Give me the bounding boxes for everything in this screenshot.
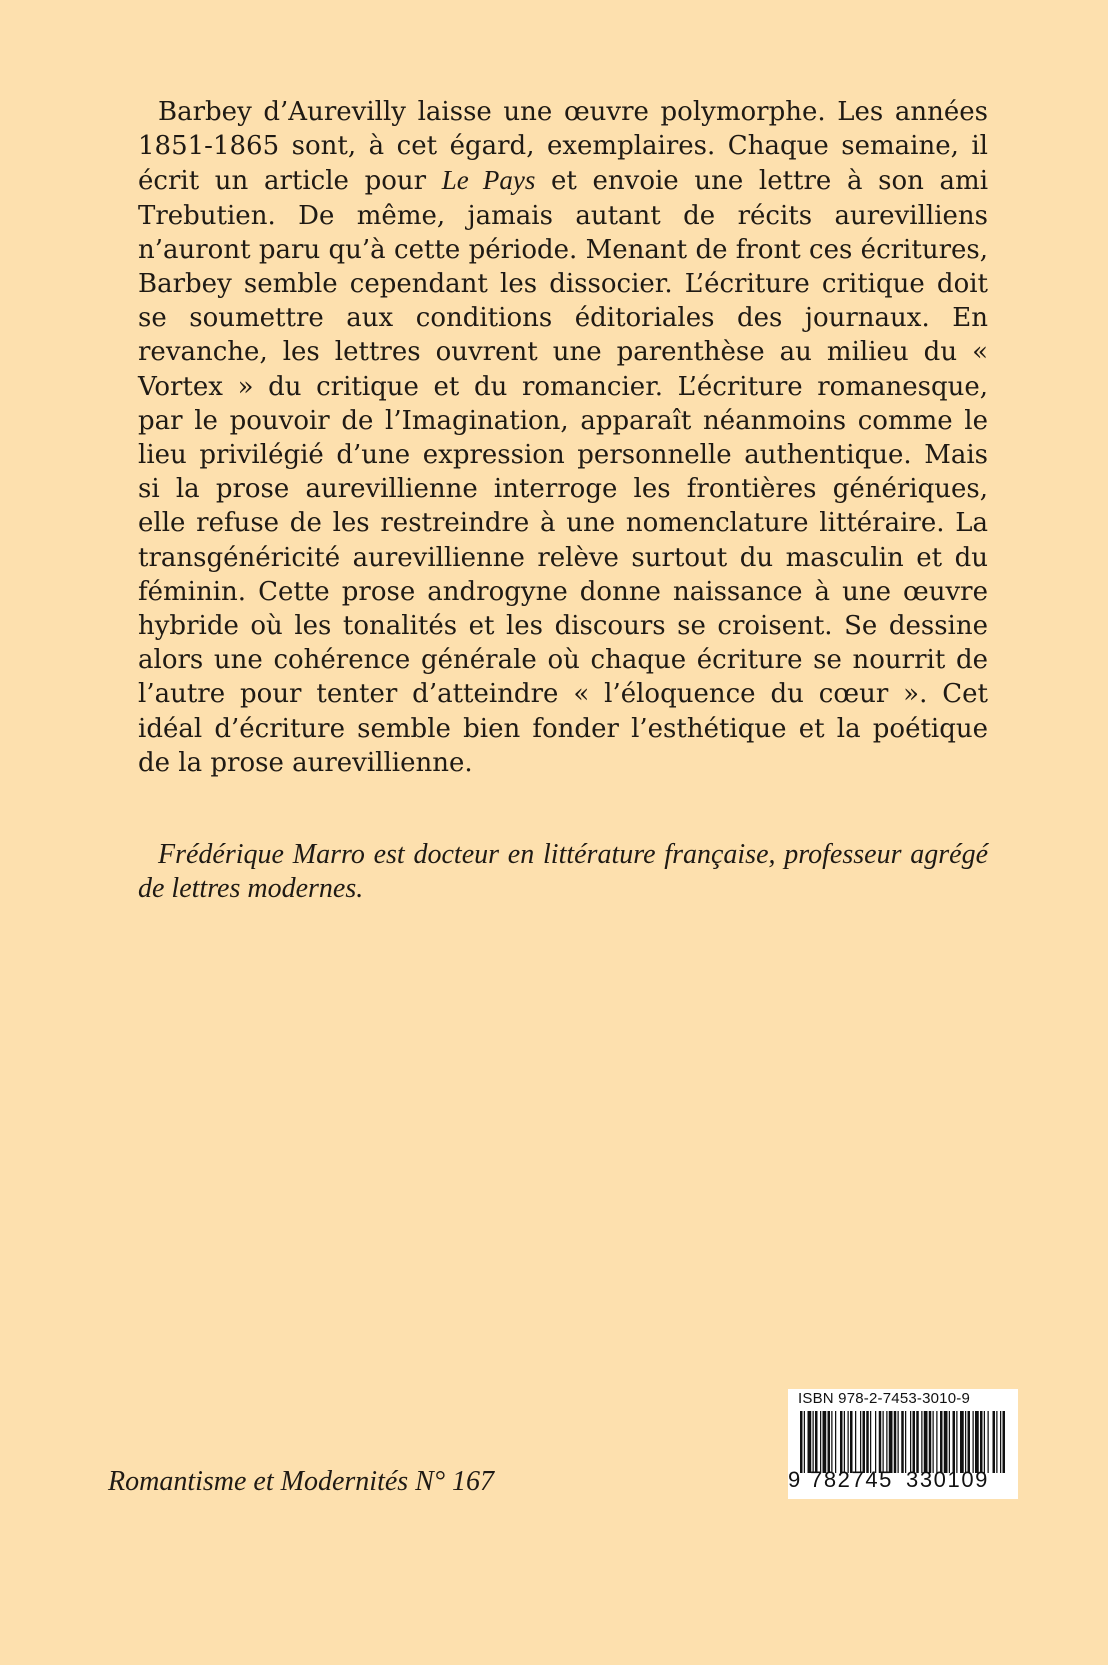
series-title: Romantisme et Modernités N° 167 — [108, 1466, 495, 1497]
abstract-text-part2: et envoie une lettre à son ami Trebutien. De même, jamais autant de récits aurevilliens n’auront paru qu’à cette période. Menant de front ces écritures, Barbey semble cependant les dissocier. L’écriture critique doit se soumettre aux conditions éditoriales des journaux. En revanche, les lettres ouvrent une parenthèse au milieu du « Vortex » du critique et du romancier. L’écriture romanesque, par le pouvoir de l’Imagination, apparaît néanmoins comme le lieu privilégié d’une expression personnelle authentique. Mais si la prose aurevillienne interroge les frontières génériques, elle refuse de les restreindre à une nomenclature littéraire. La transgénéricité aurevillienne relève surtout du masculin et du féminin. Cette prose androgyne donne naissance à une œuvre hybride où les tonalités et les discours se croisent. Se dessine alors une cohérence générale où chaque écriture se nourrit de l’autre pour tenter d’atteindre « l’éloquence du cœur ». Cet idéal d’écriture semble bien fonder l’esthétique et la poétique de la prose aurevillienne. — [138, 166, 989, 778]
ean-right-digits: 330109 — [906, 1467, 990, 1492]
barcode-bar — [936, 1411, 937, 1473]
barcode-bar — [975, 1411, 979, 1473]
barcode-bar — [933, 1411, 934, 1473]
isbn-label: ISBN 978-2-7453-3010-9 — [798, 1390, 971, 1407]
barcode-bar — [870, 1411, 871, 1473]
barcode-bar — [875, 1411, 876, 1473]
barcode-bar — [949, 1411, 950, 1473]
barcode-bar — [910, 1411, 911, 1473]
barcode-bar — [973, 1411, 974, 1473]
barcode-bar — [980, 1411, 983, 1473]
barcode-bar — [924, 1411, 928, 1473]
barcode-bar — [823, 1411, 827, 1473]
barcode-bar — [953, 1411, 956, 1473]
barcode-bar — [808, 1411, 812, 1473]
barcode-bar — [883, 1411, 884, 1473]
barcode-bar — [815, 1411, 818, 1473]
barcode-bar — [968, 1411, 971, 1473]
barcode-bar — [913, 1411, 916, 1473]
barcode-bar — [835, 1411, 836, 1473]
barcode-bar — [855, 1411, 856, 1473]
barcode-bar — [996, 1411, 997, 1473]
barcode-bar — [1003, 1411, 1006, 1473]
back-cover-abstract — [138, 95, 988, 780]
barcode-bar — [820, 1411, 821, 1473]
barcode-bar — [960, 1411, 964, 1473]
ean-first-digit: 9 — [788, 1467, 801, 1492]
barcode-bar — [894, 1411, 897, 1473]
barcode-bar — [993, 1411, 996, 1473]
ean-left-digits: 782745 — [810, 1467, 894, 1492]
barcode-bar — [929, 1411, 932, 1473]
barcode-bar — [800, 1411, 803, 1473]
barcode-bar — [898, 1411, 899, 1473]
barcode-bar — [886, 1411, 887, 1473]
barcode-bar — [866, 1411, 869, 1473]
barcode-bar — [848, 1411, 849, 1473]
barcode-bar — [988, 1411, 989, 1473]
journal-title: Le Pays — [441, 165, 536, 196]
barcode-bar — [984, 1411, 985, 1473]
author-note: Frédérique Marro est docteur en littérature française, professeur agrégé de lettres modernes. — [138, 839, 988, 904]
barcode-bar — [813, 1411, 814, 1473]
barcode-bar — [860, 1411, 861, 1473]
barcode-bar — [879, 1411, 882, 1473]
isbn-barcode — [788, 1389, 1018, 1499]
barcode-bar — [863, 1411, 866, 1473]
barcode-bar — [921, 1411, 922, 1473]
barcode-bar — [840, 1411, 843, 1473]
barcode-bar — [916, 1411, 919, 1473]
barcode-bar — [828, 1411, 831, 1473]
barcode-bar — [940, 1411, 943, 1473]
barcode-bar — [956, 1411, 957, 1473]
barcode-bar — [844, 1411, 845, 1473]
barcode-bar — [831, 1411, 832, 1473]
barcode-bar — [905, 1411, 906, 1473]
barcode-bar — [889, 1411, 893, 1473]
barcode-bar — [1000, 1411, 1001, 1473]
barcode-bar — [850, 1411, 853, 1473]
barcode-bar — [944, 1411, 948, 1473]
barcode-bars — [800, 1411, 1008, 1473]
barcode-bar — [804, 1411, 805, 1473]
barcode-bar — [965, 1411, 966, 1473]
barcode-bar — [901, 1411, 904, 1473]
abstract-text-part1: Barbey d’Aurevilly laisse une œuvre polymorphe. Les années 1851-1865 sont, à cet égard, exemplaires. Chaque semaine, il écrit un article pour — [138, 97, 988, 197]
